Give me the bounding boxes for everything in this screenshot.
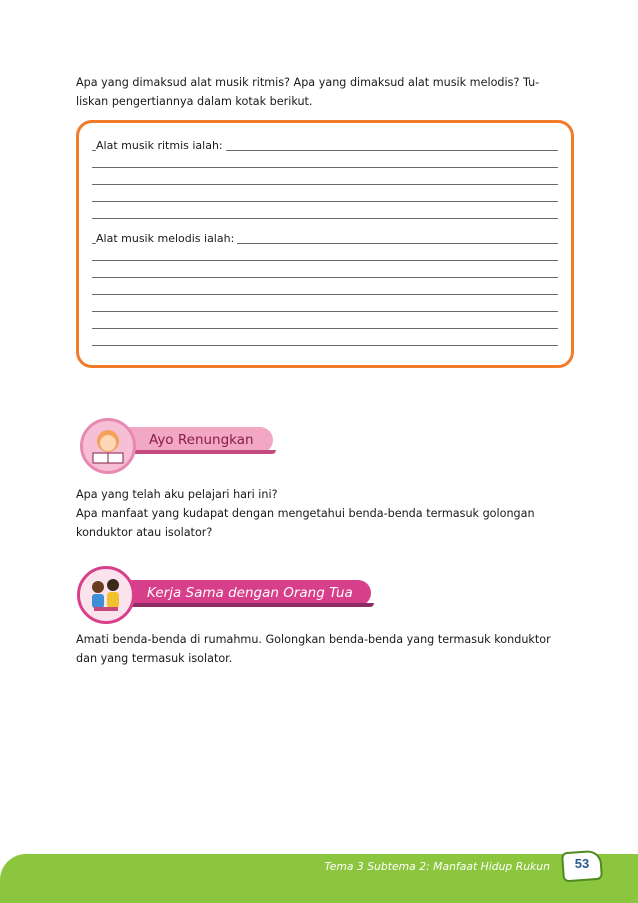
kerja-sama-banner [105,580,371,606]
page-number: 53 [574,856,590,871]
writing-line[interactable] [92,327,558,329]
renungkan-banner-label: Ayo Renungkan [149,432,254,448]
writing-line[interactable] [92,200,558,202]
renungkan-text [76,485,578,542]
writing-line[interactable] [92,183,558,185]
renungkan-line-3: konduktor atau isolator? [76,526,213,539]
kerja-sama-line-2: dan yang termasuk isolator. [76,652,233,665]
kerja-sama-line-1: Amati benda-benda di rumahmu. Golongkan benda-benda yang termasuk konduktor [76,633,551,646]
family-icon [77,566,135,624]
intro-line-2: liskan pengertiannya dalam kotak berikut. [76,95,313,108]
page-footer [0,854,638,903]
ritmis-label: Alat musik ritmis ialah: [96,139,226,152]
intro-question [76,73,578,111]
kerja-sama-banner-label: Kerja Sama dengan Orang Tua [147,585,353,601]
renungkan-line-1: Apa yang telah aku pelajari hari ini? [76,488,278,501]
writing-line[interactable] [92,217,558,219]
kerja-sama-text [76,630,578,668]
writing-line[interactable] [92,276,558,278]
writing-line[interactable] [92,259,558,261]
melodis-label: Alat musik melodis ialah: [96,232,237,245]
writing-line[interactable] [92,166,558,168]
intro-line-1: Apa yang dimaksud alat musik ritmis? Apa yang dimaksud alat musik melodis? Tu- [76,76,540,89]
renungkan-line-2: Apa manfaat yang kudapat dengan mengetahui benda-benda termasuk golongan [76,507,535,520]
writing-line[interactable] [92,344,558,346]
writing-line[interactable] [92,293,558,295]
footer-theme-text: Tema 3 Subtema 2: Manfaat Hidup Rukun [324,860,550,873]
writing-line[interactable] [92,310,558,312]
girl-reading-icon [80,418,136,474]
